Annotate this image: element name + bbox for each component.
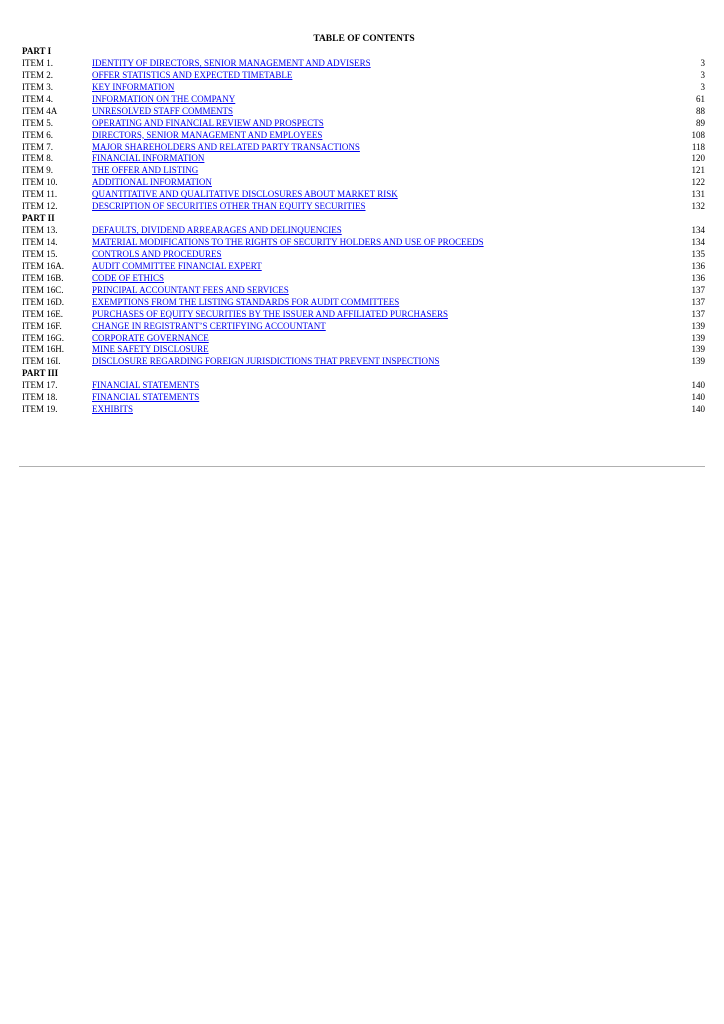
item-number: ITEM 15. [22, 248, 58, 259]
table-of-contents [22, 46, 705, 416]
item-link[interactable]: FINANCIAL STATEMENTS [92, 380, 200, 391]
toc-row [22, 321, 705, 333]
page-number: 122 [691, 177, 705, 188]
item-link[interactable]: CONTROLS AND PROCEDURES [92, 248, 222, 259]
item-number: ITEM 1. [22, 57, 53, 68]
page-number: 3 [700, 81, 705, 92]
page-number: 137 [691, 296, 705, 307]
page-number: 139 [691, 320, 705, 331]
item-link[interactable]: ADDITIONAL INFORMATION [92, 177, 212, 188]
page-number: 140 [691, 404, 705, 415]
item-number: ITEM 2. [22, 69, 53, 80]
toc-row [22, 285, 705, 297]
item-link[interactable]: DIRECTORS, SENIOR MANAGEMENT AND EMPLOYEES [92, 129, 323, 140]
part-heading-row [22, 46, 705, 58]
item-number: ITEM 11. [22, 189, 58, 200]
item-link[interactable]: EXHIBITS [92, 404, 133, 415]
item-number: ITEM 18. [22, 392, 58, 403]
item-link[interactable]: CHANGE IN REGISTRANT’S CERTIFYING ACCOUNTANT [92, 320, 326, 331]
item-number: ITEM 6. [22, 129, 53, 140]
toc-row [22, 356, 705, 368]
item-number: ITEM 10. [22, 177, 58, 188]
page-divider [19, 466, 705, 467]
item-link[interactable]: CODE OF ETHICS [92, 272, 165, 283]
page-number: 61 [696, 93, 705, 104]
item-link[interactable]: QUANTITATIVE AND QUALITATIVE DISCLOSURES ABOUT MARKET RISK [92, 189, 398, 200]
item-number: ITEM 8. [22, 153, 53, 164]
item-link[interactable]: PURCHASES OF EQUITY SECURITIES BY THE ISSUER AND AFFILIATED PURCHASERS [92, 308, 448, 319]
item-number: ITEM 3. [22, 81, 53, 92]
item-link[interactable]: AUDIT COMMITTEE FINANCIAL EXPERT [92, 260, 262, 271]
page-number: 118 [691, 141, 705, 152]
item-link[interactable]: CORPORATE GOVERNANCE [92, 332, 209, 343]
item-link[interactable]: FINANCIAL INFORMATION [92, 153, 205, 164]
item-number: ITEM 17. [22, 380, 58, 391]
toc-row [22, 225, 705, 237]
page-number: 120 [691, 153, 705, 164]
toc-title: TABLE OF CONTENTS [313, 34, 415, 44]
item-link[interactable]: DESCRIPTION OF SECURITIES OTHER THAN EQUITY SECURITIES [92, 201, 366, 212]
item-number: ITEM 4A [22, 105, 58, 116]
toc-row [22, 118, 705, 130]
toc-row [22, 344, 705, 356]
item-number: ITEM 16B. [22, 272, 64, 283]
page-number: 137 [691, 284, 705, 295]
item-link[interactable]: DISCLOSURE REGARDING FOREIGN JURISDICTIONS THAT PREVENT INSPECTIONS [92, 356, 440, 367]
item-number: ITEM 19. [22, 404, 58, 415]
part-heading-row [22, 368, 705, 380]
toc-row [22, 82, 705, 94]
page-number: 131 [691, 189, 705, 200]
item-number: ITEM 5. [22, 117, 53, 128]
page-number: 139 [691, 344, 705, 355]
toc-row [22, 309, 705, 321]
page-number: 3 [700, 69, 705, 80]
toc-row [22, 392, 705, 404]
page-number: 134 [691, 225, 705, 236]
page-number: 134 [691, 237, 705, 247]
toc-row [22, 297, 705, 309]
toc-row [22, 70, 705, 82]
part-heading: PART II [22, 213, 55, 224]
item-number: ITEM 14. [22, 237, 58, 247]
toc-row [22, 380, 705, 392]
toc-row [22, 153, 705, 165]
item-link[interactable]: EXEMPTIONS FROM THE LISTING STANDARDS FOR AUDIT COMMITTEES [92, 296, 400, 307]
item-number: ITEM 16F. [22, 320, 62, 331]
toc-row [22, 58, 705, 70]
toc-row [22, 165, 705, 177]
item-number: ITEM 16G. [22, 332, 64, 343]
toc-row [22, 404, 705, 416]
item-number: ITEM 13. [22, 225, 58, 236]
toc-row [22, 142, 705, 154]
part-heading: PART I [22, 46, 52, 56]
page-number: 136 [691, 272, 705, 283]
page-number: 132 [691, 201, 705, 212]
item-link[interactable]: OFFER STATISTICS AND EXPECTED TIMETABLE [92, 69, 293, 80]
item-number: ITEM 4. [22, 93, 53, 104]
item-link[interactable]: KEY INFORMATION [92, 81, 175, 92]
page-number: 135 [691, 248, 705, 259]
item-link[interactable]: IDENTITY OF DIRECTORS, SENIOR MANAGEMENT AND ADVISERS [92, 57, 371, 68]
toc-row [22, 249, 705, 261]
page-number: 89 [696, 117, 705, 128]
toc-row [22, 237, 705, 249]
item-number: ITEM 16C. [22, 284, 64, 295]
page-number: 137 [691, 308, 705, 319]
part-heading-row [22, 213, 705, 225]
item-link[interactable]: FINANCIAL STATEMENTS [92, 392, 200, 403]
toc-row [22, 106, 705, 118]
item-link[interactable]: DEFAULTS, DIVIDEND ARREARAGES AND DELINQUENCIES [92, 225, 342, 236]
item-link[interactable]: OPERATING AND FINANCIAL REVIEW AND PROSPECTS [92, 117, 324, 128]
item-link[interactable]: MAJOR SHAREHOLDERS AND RELATED PARTY TRANSACTIONS [92, 141, 360, 152]
item-number: ITEM 16I. [22, 356, 61, 367]
toc-row [22, 201, 705, 213]
item-link[interactable]: MINE SAFETY DISCLOSURE [92, 344, 209, 355]
page-number: 3 [700, 57, 705, 68]
item-link[interactable]: PRINCIPAL ACCOUNTANT FEES AND SERVICES [92, 284, 289, 295]
item-link[interactable]: INFORMATION ON THE COMPANY [92, 93, 236, 104]
toc-row [22, 189, 705, 201]
toc-row [22, 273, 705, 285]
toc-row [22, 261, 705, 273]
toc-row [22, 333, 705, 345]
item-link[interactable]: THE OFFER AND LISTING [92, 165, 199, 176]
toc-row [22, 130, 705, 142]
page-number: 136 [691, 260, 705, 271]
part-heading: PART III [22, 368, 59, 379]
item-number: ITEM 16H. [22, 344, 64, 355]
page-number: 139 [691, 356, 705, 367]
item-number: ITEM 7. [22, 141, 53, 152]
toc-row [22, 177, 705, 189]
item-number: ITEM 16E. [22, 308, 63, 319]
item-number: ITEM 16D. [22, 296, 64, 307]
item-number: ITEM 12. [22, 201, 58, 212]
toc-row [22, 94, 705, 106]
page-number: 121 [691, 165, 705, 176]
page-number: 88 [696, 105, 705, 116]
item-link[interactable]: MATERIAL MODIFICATIONS TO THE RIGHTS OF SECURITY HOLDERS AND USE OF PROCEEDS [92, 237, 484, 247]
item-number: ITEM 9. [22, 165, 53, 176]
item-number: ITEM 16A. [22, 260, 64, 271]
page-number: 140 [691, 380, 705, 391]
page-number: 108 [691, 129, 705, 140]
item-link[interactable]: UNRESOLVED STAFF COMMENTS [92, 105, 233, 116]
page-number: 140 [691, 392, 705, 403]
page-number: 139 [691, 332, 705, 343]
